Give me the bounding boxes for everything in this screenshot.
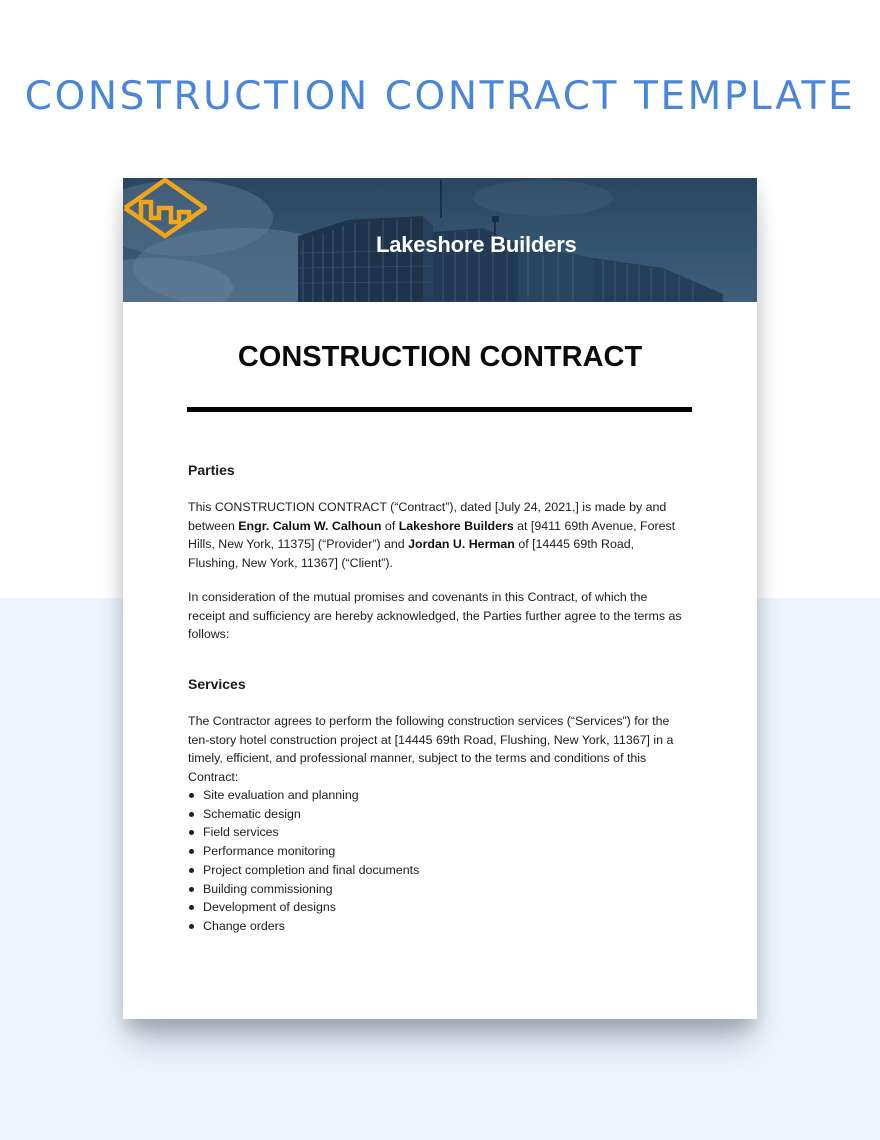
document-title: CONSTRUCTION CONTRACT bbox=[237, 341, 643, 373]
brand-name: Lakeshore Builders bbox=[376, 232, 577, 257]
page-title: CONSTRUCTION CONTRACT TEMPLATE bbox=[24, 74, 856, 119]
services-intro: The Contractor agrees to perform the following construction services (“Services”) for the ten-story hotel construction project at [14445 69th Road, Flushing, New York, 11367] in a timely, efficient, and professional manner, subject to the terms and conditions of this Contract: bbox=[188, 714, 674, 784]
parties-text-4: of [14445 69th Road, Flushing, New York, 11367] (“Client”). bbox=[188, 537, 635, 570]
title-divider bbox=[187, 407, 692, 412]
parties-text-1: This CONSTRUCTION CONTRACT (“Contract”), dated [July 24, 2021,] is made by and between bbox=[188, 500, 667, 533]
company-name: Lakeshore Builders bbox=[398, 518, 514, 533]
parties-text-3: at [9411 69th Avenue, Forest Hills, New York, 11375] (“Provider”) and bbox=[188, 518, 676, 551]
provider-name: Engr. Calum W. Calhoun bbox=[238, 518, 382, 533]
client-name: Jordan U. Herman bbox=[408, 537, 515, 551]
consideration-paragraph: In consideration of the mutual promises and covenants in this Contract, of which the receipt and sufficiency are hereby acknowledged, the Parties further agree to the terms as follows: bbox=[188, 590, 682, 641]
list-item: Site evaluation and planning bbox=[188, 786, 419, 805]
list-item: Building commissioning bbox=[188, 880, 419, 899]
list-item: Field services bbox=[188, 823, 419, 842]
services-list bbox=[188, 786, 419, 936]
parties-text-2: of bbox=[381, 518, 399, 533]
document-page bbox=[123, 178, 757, 1019]
list-item: Project completion and final documents bbox=[188, 861, 419, 880]
parties-heading: Parties bbox=[188, 462, 235, 478]
header-banner bbox=[123, 178, 757, 302]
services-heading: Services bbox=[188, 676, 246, 692]
list-item: Schematic design bbox=[188, 805, 419, 824]
building-outline-icon bbox=[123, 178, 207, 240]
list-item: Performance monitoring bbox=[188, 842, 419, 861]
list-item: Change orders bbox=[188, 917, 419, 936]
list-item: Development of designs bbox=[188, 898, 419, 917]
parties-paragraph bbox=[188, 498, 682, 572]
